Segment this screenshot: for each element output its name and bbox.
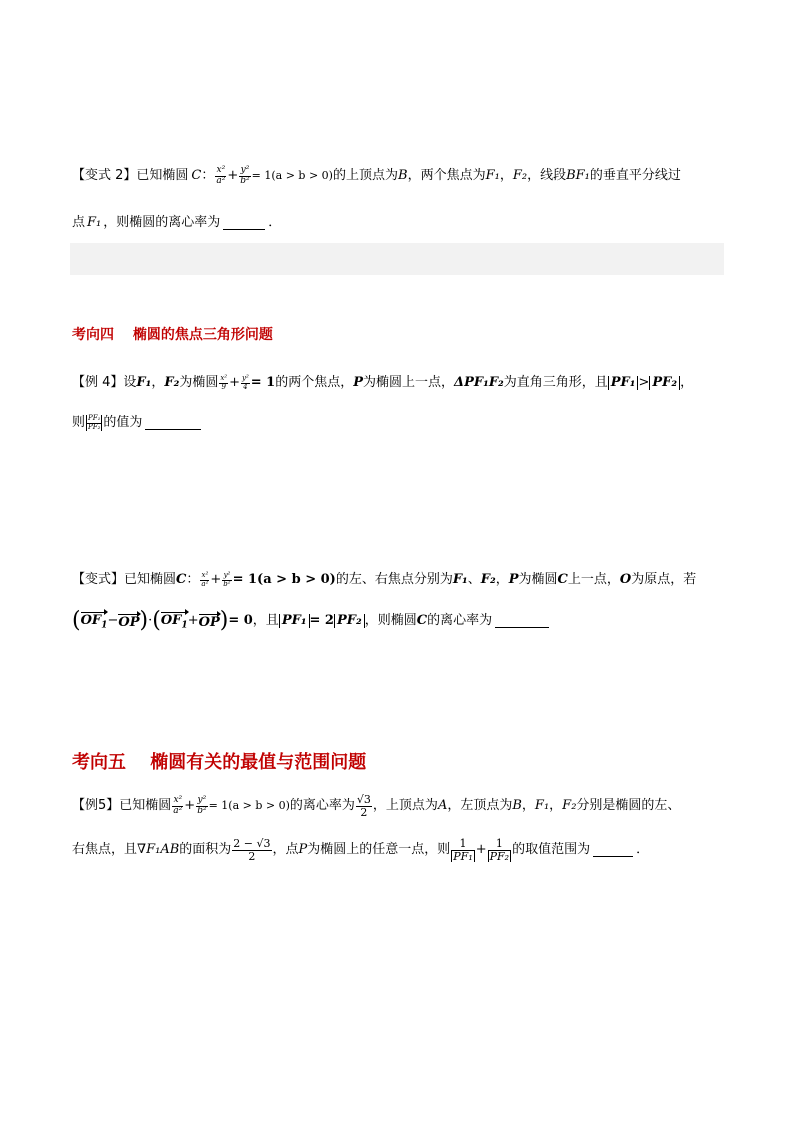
variant-answer-blank[interactable] [495, 615, 549, 628]
variant-f2: F₂ [480, 572, 496, 587]
variant-abs-pf1: PF₁ [279, 614, 310, 628]
example5-p: P [298, 842, 308, 858]
example5-triangle: ∇F₁AB [137, 842, 180, 858]
example5-line1: 【例5】 已知椭圆 $\frac{\text{x²}}{\text{a²}}$ + $\frac{\text{y²}}{\text{b²}}$ = 1(a > b > 0) 的离心率为 $\frac{√3}{2}$ ，上顶点为 A ，左顶点为 B ， F₁ ， F₂ 分别是椭圆的左、 [72, 793, 681, 819]
variant-zero: = 0 [228, 613, 253, 628]
variant-vec-op-a: OP [118, 614, 140, 630]
variant2-text3: ，线段 [527, 168, 567, 183]
variant2-text2: ，两个焦点为 [407, 168, 486, 183]
example4-tag: 【例 4】 [72, 375, 124, 390]
example5-l2-t2: ，点 [272, 842, 299, 858]
example5-tag: 【例5】 [72, 798, 120, 814]
example5-frac-y: $\frac{\text{y²}}{\text{b²}}$ [197, 795, 207, 816]
variant2-text4: 的垂直平分线过 [589, 168, 681, 183]
variant2-point-b: B [398, 168, 408, 183]
variant-t8: 的离心率为 [427, 613, 493, 628]
variant2-text1: 的上顶点为 [332, 168, 398, 183]
example5-comma: ， [521, 798, 535, 814]
variant-tag: 【变式】 [72, 572, 125, 587]
example5-f2: F₂ [562, 798, 577, 814]
example5-t4: 分别是椭圆的左、 [576, 798, 681, 814]
variant2-f1: F₁ [485, 168, 500, 183]
variant2-sep: ， [499, 168, 513, 183]
example4-f1: F₁ [136, 375, 152, 390]
example4-line2 [72, 413, 204, 433]
variant-abs-pf2: PF₂ [334, 614, 365, 628]
variant-o: O [619, 572, 632, 587]
example4-t4: 为椭圆上一点， [363, 375, 455, 390]
variant-c3: C [416, 613, 428, 628]
variant2-ellipse-name: C [191, 168, 202, 183]
variant-p: P [508, 572, 519, 587]
variant-t3: 为椭圆 [518, 572, 558, 587]
example4-t1: 设 [123, 375, 137, 390]
variant2-frac-y: $\frac{\text{y²}}{\text{b²}}$ [240, 165, 250, 186]
example5-plus: + [475, 842, 487, 858]
variant-c2: C [557, 572, 568, 587]
variant2-line2-f1: F₁ [87, 215, 102, 230]
example4-p: P [353, 375, 364, 390]
variant-plus: + [187, 613, 199, 628]
variant2-f2: F₂ [512, 168, 528, 183]
example4-gt: > [638, 375, 650, 390]
variant2-colon: ： [201, 168, 215, 183]
example5-l2-t3: 为椭圆上的任意一点，则 [307, 842, 451, 858]
section4-title: 考向四 椭圆的焦点三角形问题 [72, 327, 273, 343]
example5-l2-dot: ． [636, 842, 650, 858]
example5-l2-start: 右焦点，且 [72, 842, 138, 858]
variant-frac-y: $\frac{\text{y²}}{\text{b²}}$ [223, 571, 231, 588]
example5-f1: F₁ [534, 798, 550, 814]
variant2-segment: BF₁ [566, 168, 590, 183]
variant2-line1: 【变式 2】 已知椭圆 C ： $\frac{\text{x²}}{\text{a²}}$ + $\frac{\text{y²}}{\text{b²}}$ = 1(a > b > 0) 的上顶点为 B ，两个焦点为 F₁ ， F₂ ，线段 BF₁ 的垂直平分线过 [72, 165, 681, 186]
variant-t6: ，且 [252, 613, 279, 628]
example4-triangle: ΔPF₁F₂ [454, 375, 504, 390]
example5-line2 [72, 838, 649, 862]
example4-line1: 【例 4】 设 F₁ ， F₂ 为椭圆 $\frac{\text{x²}}{9}$ + $\frac{\text{y²}}{4}$ = 1 的两个焦点， P 为椭圆上一点， ΔPF₁F₂ 为直角三角形，且 PF₁ > PF₂ ， [72, 373, 693, 393]
example4-eq: = 1 [250, 375, 276, 390]
variant2-answer-blank[interactable] [223, 217, 265, 230]
example4-ratio: $\frac{\text{PF₁}}{\text{PF₂}}$ [88, 414, 101, 431]
example5-answer-blank[interactable] [593, 844, 633, 857]
variant-vec-op-b: OP [198, 614, 220, 630]
variant-f1: F₁ [452, 572, 468, 587]
variant2-line2-dot: ． [268, 215, 282, 230]
variant-eq: = 1(a > b > 0) [232, 572, 336, 587]
example5-comma2: ， [549, 798, 563, 814]
example5-t1: 的离心率为 [289, 798, 355, 814]
answer-area[interactable] [70, 243, 724, 275]
variant-t1: 的左、右焦点分别为 [335, 572, 453, 587]
example5-eccentricity: $\frac{√3}{2}$ [356, 793, 371, 819]
example5-a: A [437, 798, 448, 814]
example4-frac-y: $\frac{\text{y²}}{4}$ [242, 374, 249, 391]
example4-abs-pf2: PF₂ [649, 376, 680, 390]
example4-l2-start: 则 [72, 415, 86, 430]
example4-t3: 的两个焦点， [275, 375, 354, 390]
example5-area: $\frac{2 - √3}{2}$ [233, 837, 271, 863]
example5-l2-end: 的取值范围为 [512, 842, 591, 858]
variant-t2: ， [495, 572, 509, 587]
variant-eq2: = 2 [309, 613, 334, 628]
variant2-line2-end: ，则椭圆的离心率为 [103, 215, 221, 230]
example4-t2: 为椭圆 [179, 375, 219, 390]
example4-comma: ， [151, 375, 165, 390]
variant-dun: 、 [467, 572, 481, 587]
variant-vec-of1-a: $OF_1$ [80, 613, 108, 631]
example4-l2-end: 的值为 [103, 415, 143, 430]
variant-c: C [176, 572, 187, 587]
variant-t4: 上一点， [567, 572, 620, 587]
example5-eq: = 1(a > b > 0) [208, 799, 290, 813]
example5-l2-t1: 的面积为 [179, 842, 232, 858]
example5-recip-pf2: $\frac{1}{\text{PF₂}}$ [489, 837, 510, 863]
variant-t5: 为原点，若 [631, 572, 697, 587]
variant-t7: ，则椭圆 [364, 613, 417, 628]
variant-colon: ： [186, 572, 200, 587]
example5-b: B [512, 798, 522, 814]
example4-abs-pf1: PF₁ [608, 376, 639, 390]
example4-t5: 为直角三角形，且 [503, 375, 608, 390]
example4-answer-blank[interactable] [145, 417, 201, 430]
example5-frac-x: $\frac{\text{x²}}{\text{a²}}$ [173, 795, 183, 816]
example4-t6: ， [680, 375, 694, 390]
section5-title: 考向五 椭圆有关的最值与范围问题 [72, 752, 367, 773]
example5-t3: ，左顶点为 [447, 798, 513, 814]
variant-lead: 已知椭圆 [124, 572, 177, 587]
variant-line1: 【变式】 已知椭圆 C ： $\frac{\text{x²}}{\text{a²}}$ + $\frac{\text{y²}}{\text{b²}}$ = 1(a > b > 0) 的左、右焦点分别为 F₁ 、 F₂ ， P 为椭圆 C 上一点， O 为原点，若 [72, 570, 696, 590]
variant-minus: − [107, 613, 119, 628]
variant-dot: · [148, 613, 153, 628]
example5-recip-pf1: $\frac{1}{\text{PF₁}}$ [453, 837, 473, 863]
variant2-line2 [72, 213, 281, 233]
variant2-tag: 【变式 2】 [72, 168, 137, 183]
variant-line2: ( $OF_1$ − OP ) · ( $OF_1$ + OP ) = 0 ，且 PF₁ = 2 PF₂ ，则椭圆 C 的离心率为 [72, 610, 552, 632]
example4-f2: F₂ [164, 375, 180, 390]
example5-t2: ，上顶点为 [372, 798, 438, 814]
variant2-lead: 已知椭圆 [136, 168, 189, 183]
variant-vec-of1-b: $OF_1$ [160, 613, 188, 631]
variant2-equation-condition: = 1(a > b > 0) [251, 169, 333, 182]
variant2-line2-start: 点 [72, 215, 86, 230]
example4-frac-x: $\frac{\text{x²}}{9}$ [220, 374, 228, 391]
variant-frac-x: $\frac{\text{x²}}{\text{a²}}$ [201, 571, 209, 588]
example5-lead: 已知椭圆 [119, 798, 172, 814]
variant2-frac-x: $\frac{\text{x²}}{\text{a²}}$ [216, 165, 226, 186]
